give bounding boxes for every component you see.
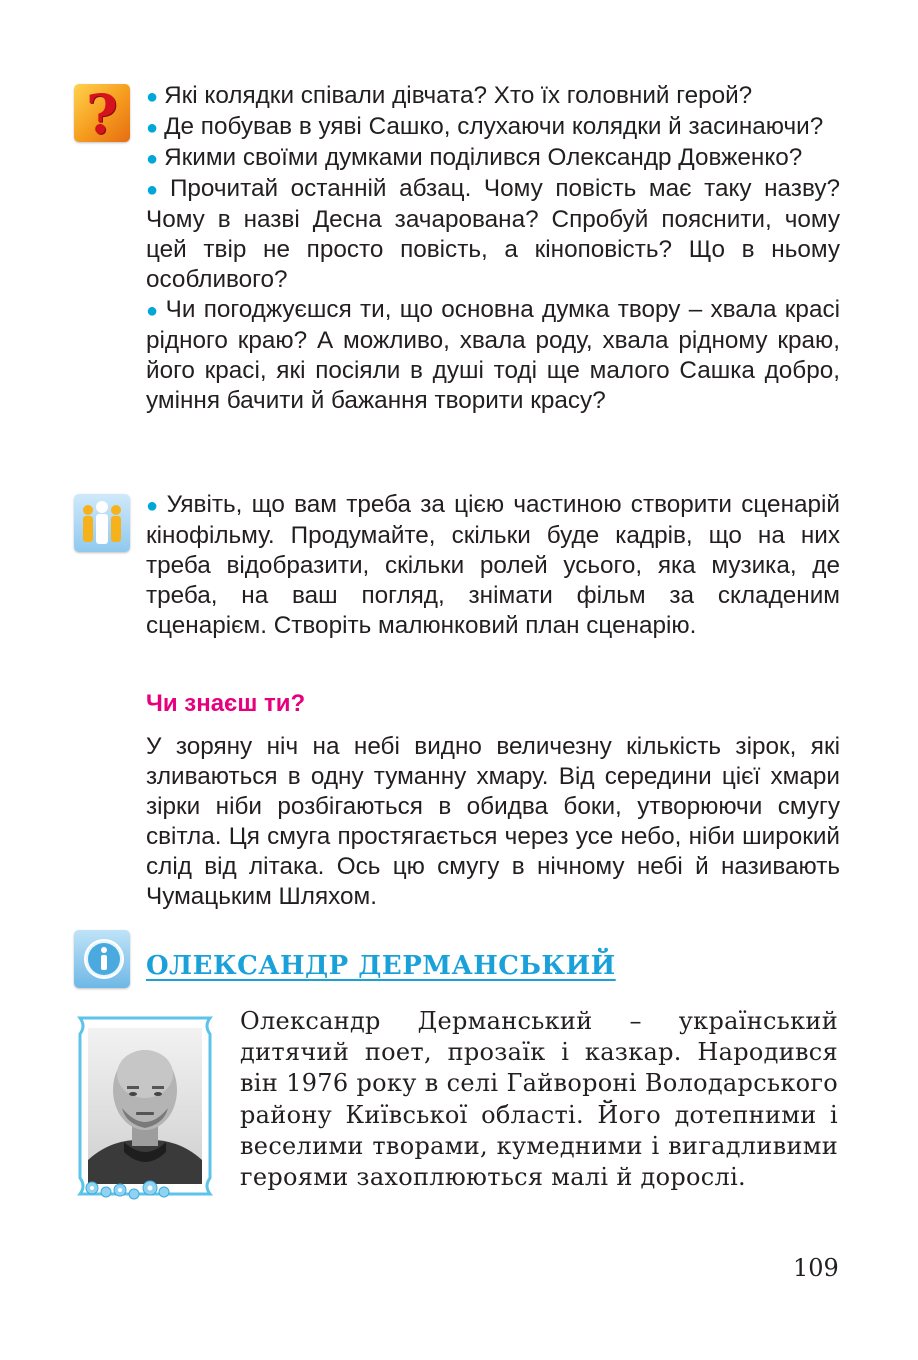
question-item: ● Чи погоджуєшся ти, що основна думка твору – хвала красі рідного краю? А можливо, хвала роду, хвала рідному краю, його красі, які посіяли в душі тоді ще малого Сашка добро, уміння бачити й бажання творити красу?	[146, 296, 841, 414]
info-icon	[74, 930, 130, 988]
group-task-text: Уявіть, що вам треба за цією частиною створити сценарій кінофільму. Продумайте, скільки буде кадрів, що на них треба відобразити, скільки ролей усього, яка музика, де треба, на ваш погляд, знімати фільм за складеним сценарієм. Створіть малюнковий план сценарію.	[146, 491, 840, 639]
questions-list	[146, 81, 840, 416]
question-item: ● Прочитай останній абзац. Чому повість має таку назву? Чому в назві Десна зачарована? Спробуй пояснити, чому цей твір не просто повість, а кіноповість? Що в ньому особливого?	[146, 175, 840, 293]
author-portrait-photo	[72, 1012, 218, 1200]
did-you-know-heading: Чи знаєш ти?	[146, 690, 306, 717]
group-work-icon	[74, 494, 130, 552]
bullet-icon: ●	[146, 179, 164, 201]
bullet-icon: ●	[146, 86, 159, 108]
question-item: ● Якими своїми думками поділився Олександр Довженко?	[146, 144, 803, 171]
author-bio: Олександр Дерманський – український дитячий поет, прозаїк і казкар. Народився він 1976 року в селі Гайвороні Володарського району Київської області. Його дотепними і веселими творами, кумедними і вигадливими героями захоплюються малі й дорослі.	[240, 1007, 838, 1192]
author-title: ОЛЕКСАНДР ДЕРМАНСЬКИЙ	[146, 951, 616, 981]
bullet-icon: ●	[146, 300, 160, 322]
did-you-know-text: У зоряну ніч на небі видно величезну кількість зірок, які зливаються в одну туманну хмару. Від середини цієї хмари зірки ніби розбігаються в обидва боки, утворюючи смугу світла. Ця смуга простягається через усе небо, ніби широкий слід від літака. Ось цю смугу в нічному небі й називають Чумацьким Шляхом.	[146, 733, 840, 910]
question-item: ● Які колядки співали дівчата? Хто їх головний герой?	[146, 82, 753, 109]
question-item: ● Де побував в уяві Сашко, слухаючи колядки й засинаючи?	[146, 113, 824, 140]
page-number: 109	[793, 1254, 839, 1282]
question-mark-icon: ?	[74, 84, 130, 142]
group-task	[146, 490, 840, 641]
bullet-icon: ●	[146, 495, 161, 517]
bullet-icon: ●	[146, 148, 159, 170]
bullet-icon: ●	[146, 117, 159, 139]
